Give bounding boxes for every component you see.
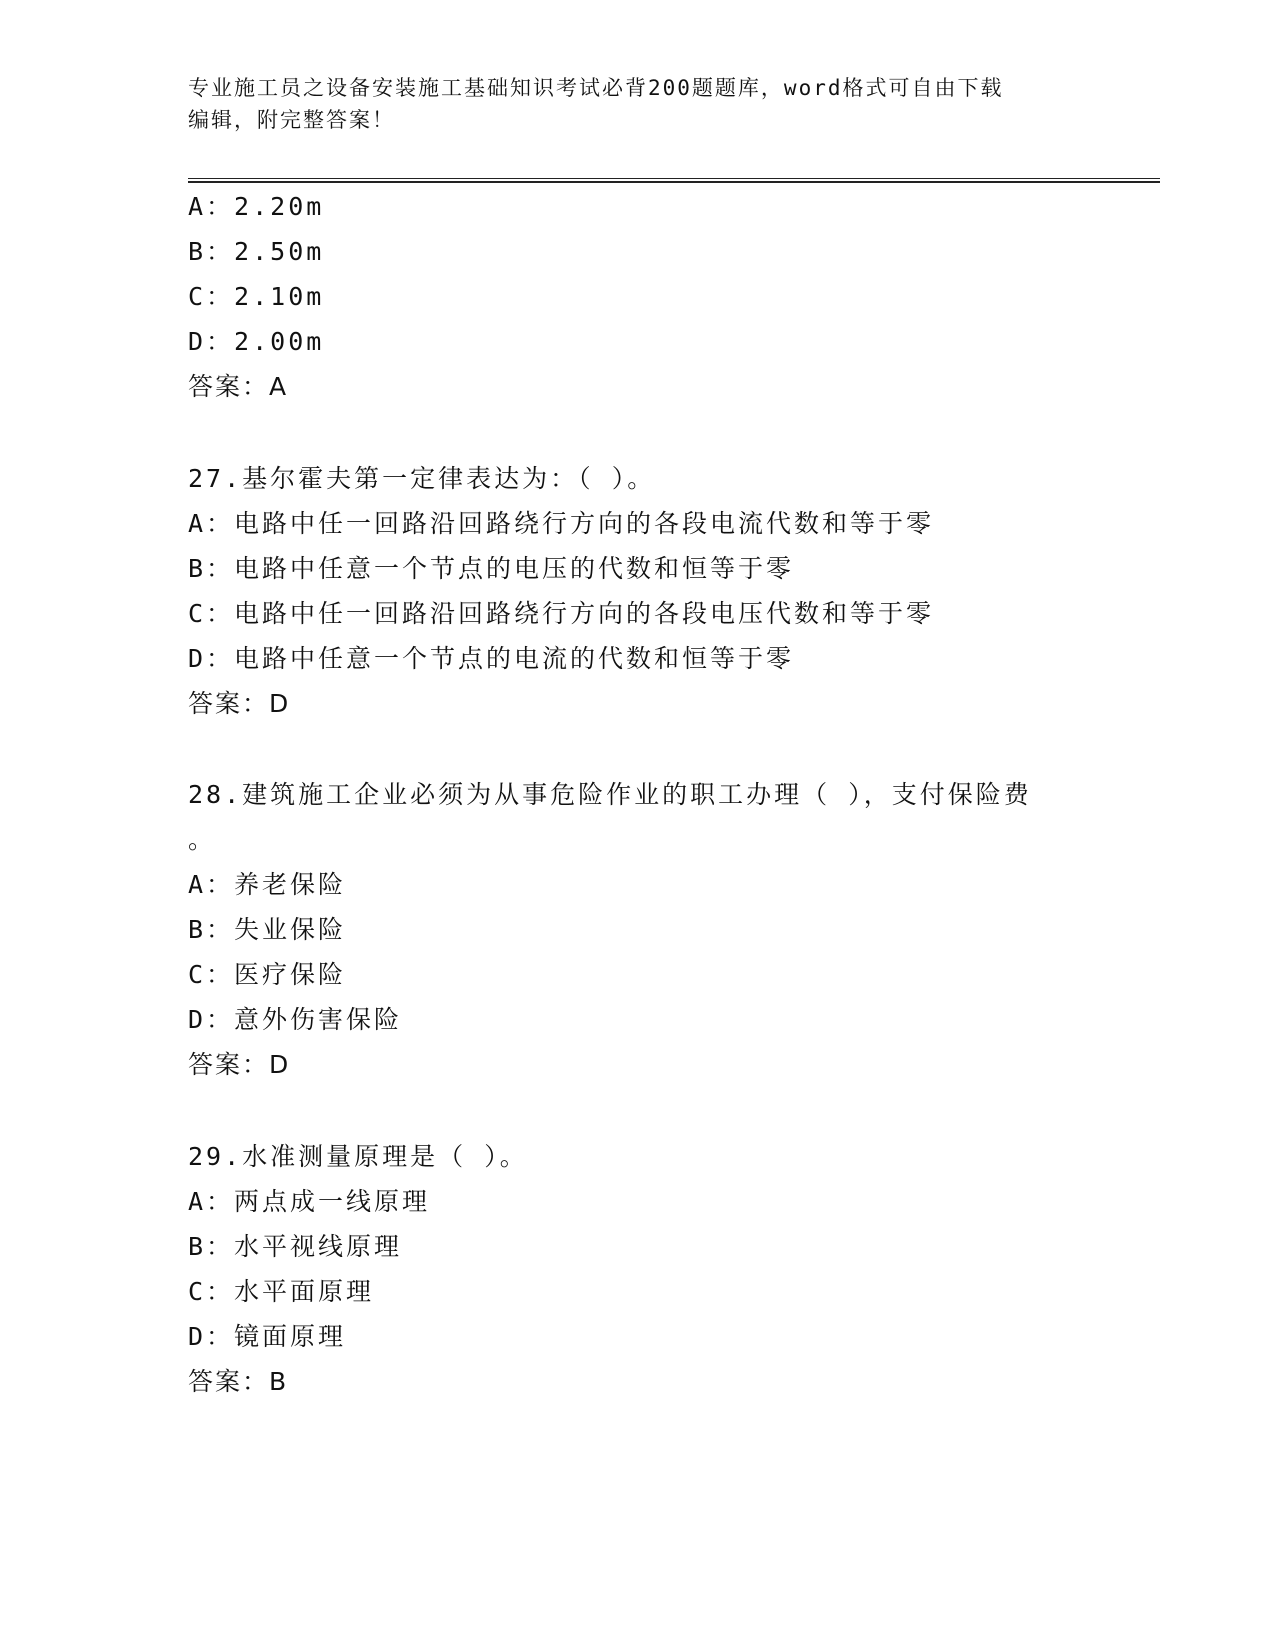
option-b: B：电路中任意一个节点的电压的代数和恒等于零: [188, 554, 795, 583]
option-d: D：电路中任意一个节点的电流的代数和恒等于零: [188, 644, 795, 673]
option-a: A：养老保险: [188, 870, 347, 899]
option-d: D：2.00m: [188, 327, 325, 356]
option-b: B：水平视线原理: [188, 1232, 403, 1261]
header-divider: [188, 178, 1160, 183]
option-c: C：医疗保险: [188, 960, 347, 989]
answer-line: 答案：D: [188, 689, 291, 718]
option-d: D：镜面原理: [188, 1322, 347, 1351]
option-a: A：电路中任一回路沿回路绕行方向的各段电流代数和等于零: [188, 509, 935, 538]
option-b: B：2.50m: [188, 237, 325, 266]
question-stem-continuation: 。: [188, 825, 217, 854]
option-d: D：意外伤害保险: [188, 1005, 403, 1034]
header-title-line-1: 专业施工员之设备安装施工基础知识考试必背200题题库，word格式可自由下载: [188, 76, 1004, 100]
answer-line: 答案：A: [188, 372, 289, 401]
option-c: C：2.10m: [188, 282, 325, 311]
question-stem: 27.基尔霍夫第一定律表达为：（ ）。: [188, 464, 656, 493]
option-a: A：2.20m: [188, 192, 325, 221]
header-title-line-2: 编辑，附完整答案！: [188, 108, 395, 132]
option-b: B：失业保险: [188, 915, 347, 944]
answer-line: 答案：B: [188, 1367, 289, 1396]
option-c: C：电路中任一回路沿回路绕行方向的各段电压代数和等于零: [188, 599, 935, 628]
page-header: [188, 72, 1088, 136]
question-stem: 28.建筑施工企业必须为从事危险作业的职工办理（ ），支付保险费: [188, 780, 1032, 809]
option-c: C：水平面原理: [188, 1277, 375, 1306]
question-stem: 29.水准测量原理是（ ）。: [188, 1142, 528, 1171]
option-a: A：两点成一线原理: [188, 1187, 431, 1216]
answer-line: 答案：D: [188, 1050, 291, 1079]
